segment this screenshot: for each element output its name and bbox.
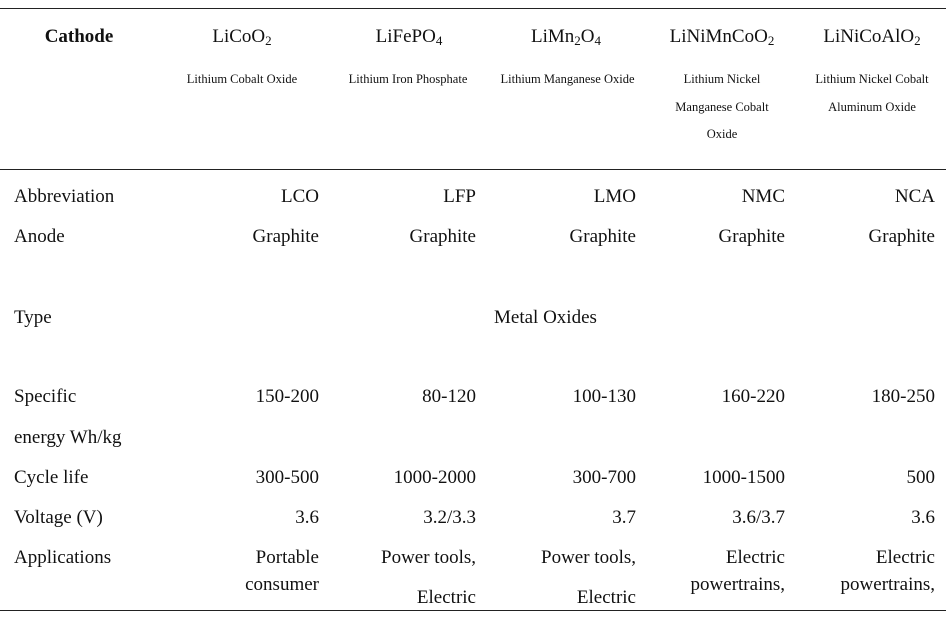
label-applications: Applications: [14, 547, 112, 568]
cell-type-span: Metal Oxides: [494, 307, 597, 328]
cell-abbr-nmc: NMC: [741, 186, 785, 207]
cell-energy-nca: 180-250: [871, 386, 935, 407]
cell-abbr-lco: LCO: [281, 186, 319, 207]
cell-app-lco-2: consumer: [245, 574, 319, 595]
cell-cycle-lmo: 300-700: [572, 467, 636, 488]
header-formula-lco: LiCoO$_2$: [212, 26, 272, 48]
cell-anode-lfp: Graphite: [409, 226, 476, 247]
cell-abbr-lfp: LFP: [443, 186, 476, 207]
bottom-rule: [0, 610, 946, 611]
label-anode: Anode: [14, 226, 65, 247]
header-rule: [0, 169, 946, 170]
cell-cycle-lco: 300-500: [255, 467, 319, 488]
top-rule: [0, 8, 946, 9]
cell-energy-lco: 150-200: [255, 386, 319, 407]
label-type: Type: [14, 307, 52, 328]
cell-voltage-nmc: 3.6/3.7: [732, 507, 785, 528]
cell-cycle-nca: 500: [906, 467, 935, 488]
header-name-nmc: Lithium Nickel Manganese Cobalt Oxide: [675, 72, 769, 141]
cell-anode-lmo: Graphite: [569, 226, 636, 247]
cell-abbr-lmo: LMO: [593, 186, 636, 207]
cell-cycle-lfp: 1000-2000: [393, 467, 476, 488]
cell-cycle-nmc: 1000-1500: [702, 467, 785, 488]
header-formula-nca: LiNiCoAlO$_2$: [823, 26, 921, 48]
cell-app-nca-1: Electric: [875, 547, 935, 568]
label-specific-energy-2: energy Wh/kg: [14, 427, 122, 448]
header-name-lco: Lithium Cobalt Oxide: [186, 72, 298, 86]
header-formula-lmo: $LiMn_2O_4$: [530, 26, 601, 48]
cell-energy-lfp: 80-120: [422, 386, 476, 407]
header-formula-nmc: LiNiMnCoO$_2$: [669, 26, 775, 48]
cell-anode-lco: Graphite: [252, 226, 319, 247]
cell-app-nmc-2: powertrains,: [690, 574, 785, 595]
cell-abbr-nca: NCA: [894, 186, 935, 207]
cell-voltage-lfp: 3.2/3.3: [423, 507, 476, 528]
cell-energy-nmc: 160-220: [721, 386, 785, 407]
cell-app-lfp-1: Power tools,: [381, 547, 476, 568]
label-voltage: Voltage (V): [14, 507, 103, 528]
cell-voltage-lco: 3.6: [295, 507, 319, 528]
cell-app-nca-2: powertrains,: [840, 574, 935, 595]
cell-app-lmo-2: Electric: [576, 587, 636, 608]
label-abbreviation: Abbreviation: [14, 186, 115, 207]
cell-app-nmc-1: Electric: [725, 547, 785, 568]
header-name-nca: Lithium Nickel Cobalt Aluminum Oxide: [815, 72, 929, 114]
label-specific-energy-1: Specific: [14, 386, 77, 407]
header-name-lmo: Lithium Manganese Oxide: [500, 72, 635, 86]
cell-app-lmo-1: Power tools,: [541, 547, 636, 568]
cell-app-lfp-2: Electric: [416, 587, 476, 608]
cell-anode-nca: Graphite: [868, 226, 935, 247]
header-formula-lfp: LiFePO$_4$: [375, 26, 443, 48]
label-cycle-life: Cycle life: [14, 467, 89, 488]
cell-voltage-lmo: 3.7: [612, 507, 636, 528]
cell-app-lco-1: Portable: [255, 547, 319, 568]
cell-anode-nmc: Graphite: [718, 226, 785, 247]
cell-energy-lmo: 100-130: [572, 386, 636, 407]
header-cathode: Cathode: [44, 26, 114, 47]
header-name-lfp: Lithium Iron Phosphate: [348, 72, 468, 86]
cell-voltage-nca: 3.6: [911, 507, 935, 528]
